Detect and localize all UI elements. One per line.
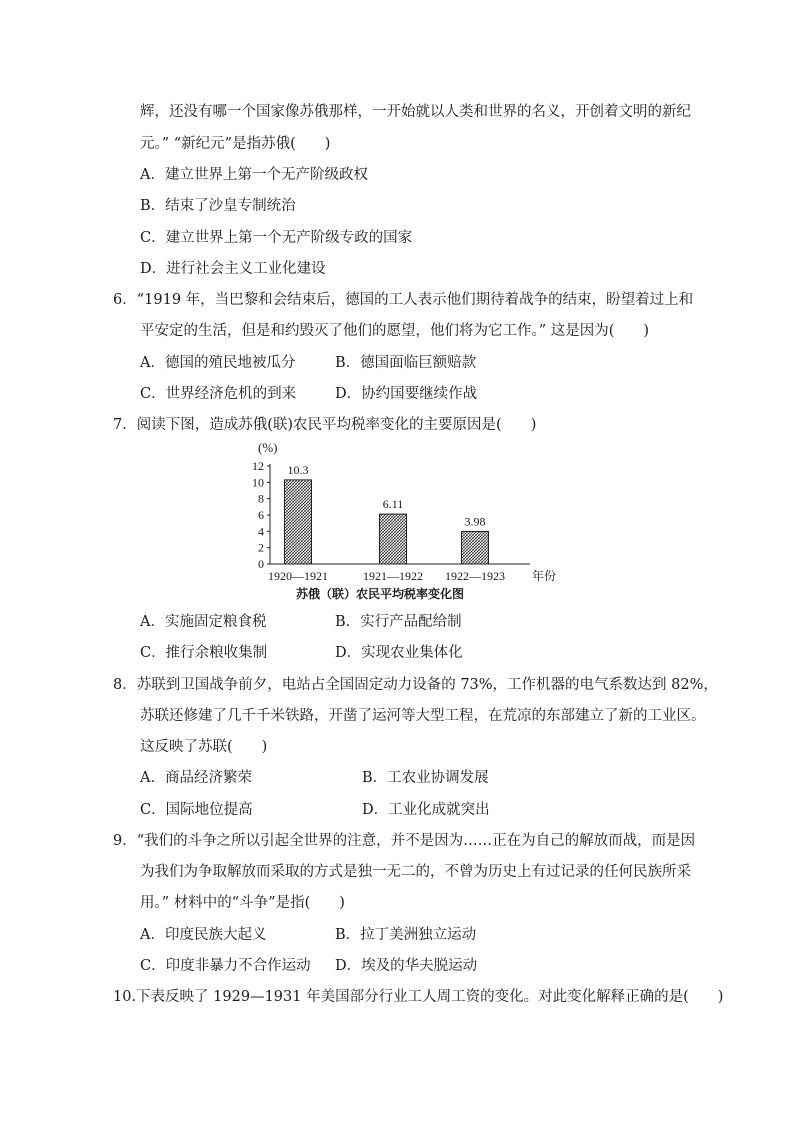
q9-stem-line1: 9．“我们的斗争之所以引起全世界的注意，并不是因为……正在为自己的解放而战，而是因 <box>113 833 696 849</box>
q6-stem-line2: 平安定的生活，但是和约毁灭了他们的愿望，他们将为它工作。” 这是因为( ) <box>140 323 650 339</box>
q7-option-d: D．实现农业集体化 <box>335 645 463 661</box>
q5-option-c: C．建立世界上第一个无产阶级专政的国家 <box>140 230 413 246</box>
x-tick-label: 1922—1923 <box>445 569 505 583</box>
x-tick-label: 1921—1922 <box>363 569 423 583</box>
x-axis-label: 年份 <box>531 569 557 583</box>
y-axis-label: (%) <box>258 440 278 455</box>
q6-option-d: D．协约国要继续作战 <box>335 386 478 402</box>
q7-option-b: B．实行产品配给制 <box>335 614 462 630</box>
q6-option-b: B．德国面临巨额赔款 <box>335 355 477 371</box>
y-tick-label: 6 <box>258 508 264 522</box>
q6-option-a: A．德国的殖民地被瓜分 <box>140 355 296 371</box>
q7-stem: 7．阅读下图，造成苏俄(联)农民平均税率变化的主要原因是( ) <box>113 417 537 433</box>
q7-option-c: C．推行余粮收集制 <box>140 645 268 661</box>
q9-stem-line3: 用。” 材料中的“斗争”是指( ) <box>140 895 345 911</box>
q8-option-a: A．商品经济繁荣 <box>140 770 252 786</box>
q6-stem-line1: 6．“1919 年，当巴黎和会结束后，德国的工人表示他们期待着战争的结束，盼望着过上和 <box>113 292 694 308</box>
bar-value-label: 10.3 <box>287 462 309 477</box>
q5-stem-line1: 辉，还没有哪一个国家像苏俄那样，一开始就以人类和世界的名义，开创着文明的新纪 <box>140 104 691 120</box>
bar <box>462 531 489 564</box>
bar <box>380 514 407 564</box>
q9-option-c: C．印度非暴力不合作运动 <box>140 958 311 974</box>
q9-option-d: D．埃及的华夫脱运动 <box>335 958 478 974</box>
bar-value-label: 6.11 <box>382 497 404 512</box>
q8-stem-line1: 8．苏联到卫国战争前夕，电站占全国固定动力设备的 73%，工作机器的电气系数达到 82%， <box>113 677 718 693</box>
q10-stem: 10.下表反映了 1929—1931 年美国部分行业工人周工资的变化。对此变化解释正确的是( ) <box>113 989 724 1005</box>
q9-stem-line2: 为我们为争取解放而采取的方式是独一无二的，不曾为历史上有过记录的任何民族所采 <box>140 864 691 880</box>
y-tick-label: 2 <box>258 540 264 555</box>
q8-stem-line3: 这反映了苏联( ) <box>140 739 268 755</box>
y-tick-label: 10 <box>252 475 264 490</box>
q8-stem-line2: 苏联还修建了几千千米铁路，开凿了运河等大型工程，在荒凉的东部建立了新的工业区。 <box>140 708 706 724</box>
y-tick-label: 0 <box>258 557 264 571</box>
q8-option-d: D．工业化成就突出 <box>362 802 490 818</box>
bar <box>285 480 312 564</box>
q5-option-b: B．结束了沙皇专制统治 <box>140 198 296 214</box>
q9-option-a: A．印度民族大起义 <box>140 927 267 943</box>
q9-option-b: B．拉丁美洲独立运动 <box>335 927 477 943</box>
q6-option-c: C．世界经济危机的到来 <box>140 386 297 402</box>
q5-option-d: D．进行社会主义工业化建设 <box>140 261 326 277</box>
q8-option-b: B．工农业协调发展 <box>362 770 489 786</box>
chart-title: 苏俄（联）农民平均税率变化图 <box>295 587 465 601</box>
y-tick-label: 8 <box>258 491 264 506</box>
q5-stem-line2: 元。” “新纪元”是指苏俄( ) <box>140 136 331 152</box>
y-tick-label: 4 <box>258 524 264 539</box>
tax-rate-bar-chart <box>230 436 560 611</box>
bar-value-label: 3.98 <box>464 514 486 529</box>
y-tick-label: 12 <box>252 459 264 473</box>
q7-option-a: A．实施固定粮食税 <box>140 614 267 630</box>
q8-option-c: C．国际地位提高 <box>140 802 253 818</box>
q5-option-a: A．建立世界上第一个无产阶级政权 <box>140 167 368 183</box>
x-tick-label: 1920—1921 <box>268 569 328 583</box>
